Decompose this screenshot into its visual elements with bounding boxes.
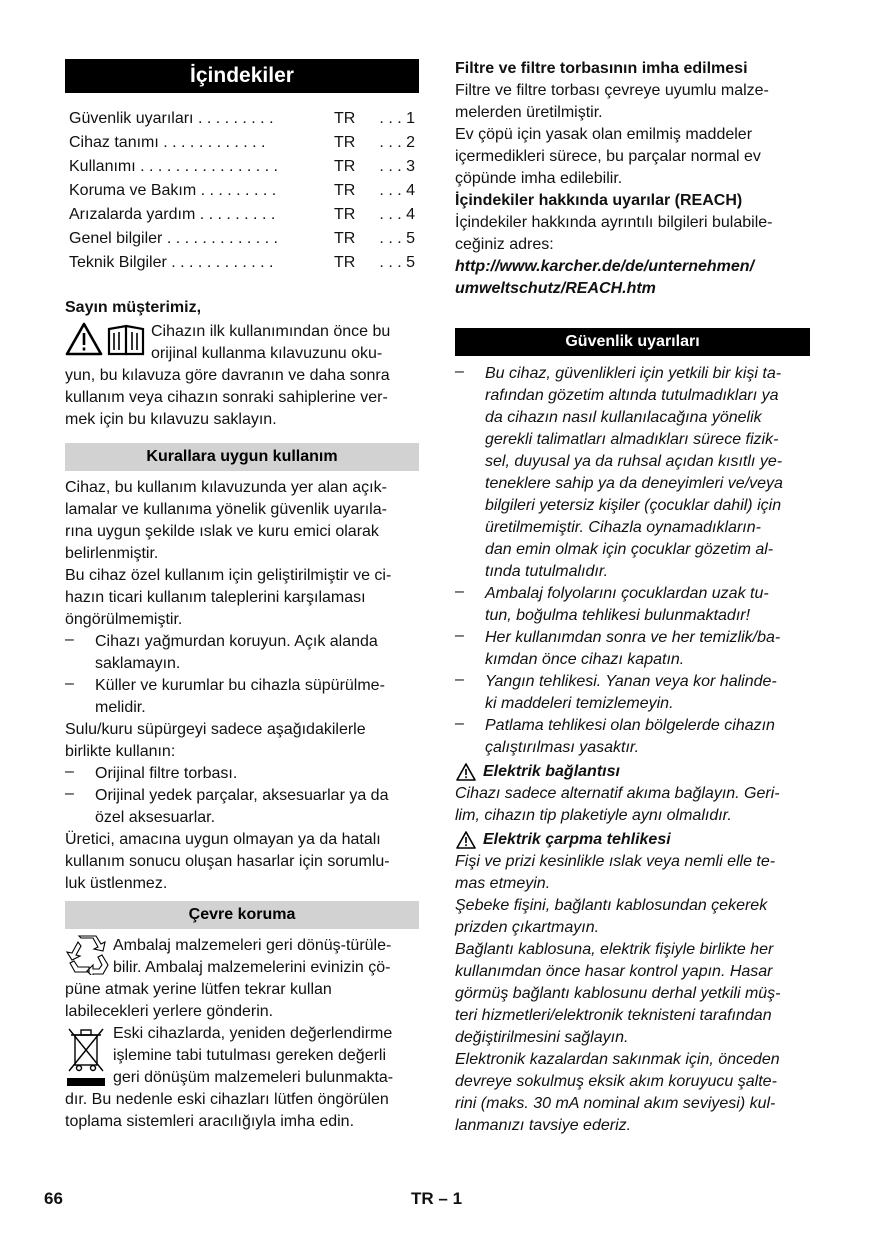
toc-row[interactable]: Teknik Bilgiler . . . . . . . . . . . . TR . . . 5 — [69, 254, 415, 271]
reach-heading: İçindekiler hakkında uyarılar (REACH) — [455, 192, 743, 209]
env-heading: Çevre koruma — [65, 901, 419, 929]
safety-heading: Güvenlik uyarıları — [455, 328, 810, 356]
list-item: – Her kullanımdan sonra ve her temizlik/ba- kımdan önce cihazı kapatın. — [455, 627, 781, 668]
safety-section: – Bu cihaz, güvenlikleri için yetkili bir kişi ta- rafından gözetim altında tutulmadıkları ya da cihazın nasıl kullanılacağına yönelik gerekli talimatları almadıkları sürece fizik- sel, duyusal ya da ruhsal açıdan kısıtlı ye- teneklere sahip ya da deneyimleri ve/veya bilgileri yetersiz kişiler (çocuklar dahil) için üretilmemiştir. Cihazla oynamadıkların- dan emin olmak için çocuklar gözetim al- tında tutulmalıdır. – Ambalaj folyolarını çocuklardan uzak tu- tun, boğulma tehlikesi bulunmaktadır! – Her kullanımdan sonra ve her temizlik/ba- kımdan önce cihazı kapatın. – Yangın tehlikesi. Yanan veya kor halinde- ki maddeleri temizlemeyin. – Patlama tehlikesi olan bölgelerde cihazın çalıştırılması yasaktır. Elektrik bağlantısı Cihazı sadece alternatif akıma bağlayın. Geri- lim, cihazın tip plaketiyle aynı olmalıdır. Elektrik çarpma tehlikesi Fişi ve prizi kesinlikle ıslak veya nemli elle te- mas etmeyin. Şebeke fişini, bağlantı kablosundan çekerek prizden çıkartmayın. Bağlantı kablosuna, elektrik fişiyle birlikte her kullanımdan önce hasar kontrol yapın. Hasar görmüş bağlantı kablosunu derhal yetkili müş- teri hizmetleri/elektronik teknisteni tarafından değiştirilmesini sağlayın. Elektronik kazalardan sakınmak için, önceden devreye sokulmuş eksik akım koruyucu şalte- rini (maks. 30 mA nominal akım seviyesi) kul- lanmanızı tavsiye ederiz. — [455, 363, 810, 1137]
elec-conn-heading: Elektrik bağlantısı — [455, 761, 810, 783]
env-section: Ambalaj malzemeleri geri dönüş-türüle- bilir. Ambalaj malzemelerini evinizin çö- püne atmak yerine lütfen tekrar kullan labilecekleri yerlere gönderin. Eski cihazlarda, yeniden değerlendirme işlemine tabi tutulması gereken değerli geri dönüşüm malzemeleri bulunmakta- dır. Bu nedenle eski cihazları lütfen öngörülen toplama sistemleri aracılığıyla imha edin. — [65, 937, 394, 1130]
reach-url[interactable]: umweltschutz/REACH.htm — [455, 280, 656, 297]
toc-row[interactable]: Koruma ve Bakım . . . . . . . . . TR . . . 4 — [69, 182, 415, 199]
list-item: – Ambalaj folyolarını çocuklardan uzak tu- tun, boğulma tehlikesi bulunmaktadır! — [455, 583, 769, 624]
right-column: Filtre ve filtre torbasının imha edilmesi Filtre ve filtre torbası çevreye uyumlu malze- melerden üretilmiştir. Ev çöpü için yasak olan emilmiş maddeler içermedikleri sürece, bu parçalar normal ev çöpünde imha edilebilir. İçindekiler hakkında uyarılar (REACH) İçindekiler hakkında ayrıntılı bilgileri bulabile- ceğiniz adres: http://www.karcher.de/de/unternehmen/ umweltschutz/REACH.htm Güvenlik uyarıları – Bu cihaz, güvenlikleri için yetkili bir kişi ta- rafından gözetim altında tutulmadıkları ya da cihazın nasıl kullanılacağına yönelik gerekli talimatları almadıkları sürece fizik- sel, duyusal ya da ruhsal açıdan kısıtlı ye- teneklere sahip ya da deneyimleri ve/veya bilgileri yetersiz kişiler (çocuklar dahil) için üretilmemiştir. Cihazla oynamadıkların- dan emin olmak için çocuklar gözetim al- tında tutulmalıdır. – Ambalaj folyolarını çocuklardan uzak tu- tun, boğulma tehlikesi bulunmaktadır! – Her kullanımdan sonra ve her temizlik/ba- kımdan önce cihazı kapatın. – Yangın tehlikesi. Yanan veya kor halinde- ki maddeleri temizlemeyin. – Patlama tehlikesi olan bölgelerde cihazın çalıştırılması yasaktır. Elektrik bağlantısı Cihazı sadece alternatif akıma bağlayın. Geri- lim, cihazın tip plaketiyle aynı olmalıdır. Elektrik çarpma tehlikesi Fişi ve prizi kesinlikle ıslak veya nemli elle te- mas etmeyin. Şebeke fişini, bağlantı kablosundan çekerek prizden çıkartmayın. Bağlantı kablosuna, elektrik fişiyle birlikte her kullanımdan önce hasar kontrol yapın. Hasar görmüş bağlantı kablosunu derhal yetkili müş- teri hizmetleri/elektronik teknisteni tarafından değiştirilmesini sağlayın. Elektronik kazalardan sakınmak için, önceden devreye sokulmuş eksik akım koruyucu şalte- rini (maks. 30 mA nominal akım seviyesi) kul- lanmanızı tavsiye ederiz. — [455, 58, 810, 1137]
list-item: – Orijinal yedek parçalar, aksesuarlar ya da özel aksesuarlar. — [65, 785, 389, 826]
list-item: – Bu cihaz, güvenlikleri için yetkili bir kişi ta- rafından gözetim altında tutulmadıkları ya da cihazın nasıl kullanılacağına yönelik gerekli talimatları almadıkları sürece fizik- sel, duyusal ya da ruhsal açıdan kısıtlı ye- teneklere sahip ya da deneyimleri ve/veya bilgileri yetersiz kişiler (çocuklar dahil) için üretilmemiştir. Cihazla oynamadıkların- dan emin olmak için çocuklar gözetim al- tında tutulmalıdır. — [455, 363, 783, 580]
toc-row[interactable]: Arızalarda yardım . . . . . . . . . TR . . . 4 — [69, 206, 415, 223]
page-title: İçindekiler — [65, 59, 419, 93]
footer-section-label: TR – 1 — [411, 1189, 463, 1208]
proper-use-heading: Kurallara uygun kullanım — [65, 443, 419, 471]
filter-heading: Filtre ve filtre torbasının imha edilmesi — [455, 60, 748, 77]
intro-block: Cihazın ilk kullanımından önce bu orijinal kullanma kılavuzunu oku- yun, bu kılavuza göre davranın ve daha sonra kullanım veya cihazın sonraki sahiplerine ver- mek için bu kılavuzu saklayın. — [65, 323, 391, 428]
recycle-icon — [65, 935, 109, 975]
reach-url[interactable]: http://www.karcher.de/de/unternehmen/ — [455, 258, 755, 275]
warning-icon — [455, 830, 477, 850]
list-item: – Orijinal filtre torbası. — [65, 763, 238, 782]
greeting: Sayın müşterimiz, — [65, 299, 202, 316]
list-item: – Cihazı yağmurdan koruyun. Açık alanda saklamayın. — [65, 631, 378, 672]
list-item: – Patlama tehlikesi olan bölgelerde cihazın çalıştırılması yasaktır. — [455, 715, 775, 756]
weee-bin-icon — [65, 1025, 109, 1089]
warning-manual-icon — [65, 321, 147, 357]
list-item: – Yangın tehlikesi. Yanan veya kor halinde- ki maddeleri temizlemeyin. — [455, 671, 777, 712]
toc-row[interactable]: Genel bilgiler . . . . . . . . . . . . . TR . . . 5 — [69, 230, 415, 247]
warning-icon — [455, 762, 477, 782]
shock-heading: Elektrik çarpma tehlikesi — [455, 829, 810, 851]
list-item: – Küller ve kurumlar bu cihazla süpürülme- melidir. — [65, 675, 385, 716]
toc-row[interactable]: Cihaz tanımı . . . . . . . . . . . . TR . . . 2 — [69, 134, 415, 151]
toc-row[interactable]: Kullanımı . . . . . . . . . . . . . . . . TR . . . 3 — [69, 158, 415, 175]
toc-row[interactable]: Güvenlik uyarıları . . . . . . . . . TR . . . 1 — [69, 110, 415, 127]
left-column — [65, 58, 419, 1133]
table-of-contents — [69, 107, 415, 275]
proper-use-section: Cihaz, bu kullanım kılavuzunda yer alan açık- lamalar ve kullanıma yönelik güvenlik uyarıla- rına uygun şekilde ıslak ve kuru emici olarak belirlenmiştir. Bu cihaz özel kullanım için geliştirilmiştir ve ci- hazın ticari kullanım taleplerini karşılaması öngörülmemiştir. – Cihazı yağmurdan koruyun. Açık alanda saklamayın. – Küller ve kurumlar bu cihazla süpürülme- melidir. Sulu/kuru süpürgeyi sadece aşağıdakilerle birlikte kullanın: – Orijinal filtre torbası. – Orijinal yedek parçalar, aksesuarlar ya da özel aksesuarlar. Üretici, amacına uygun olmayan ya da hatalı kullanım sonucu oluşan hasarlar için sorumlu- luk üstlenmez. — [65, 477, 419, 895]
page-number: 66 — [44, 1189, 63, 1208]
